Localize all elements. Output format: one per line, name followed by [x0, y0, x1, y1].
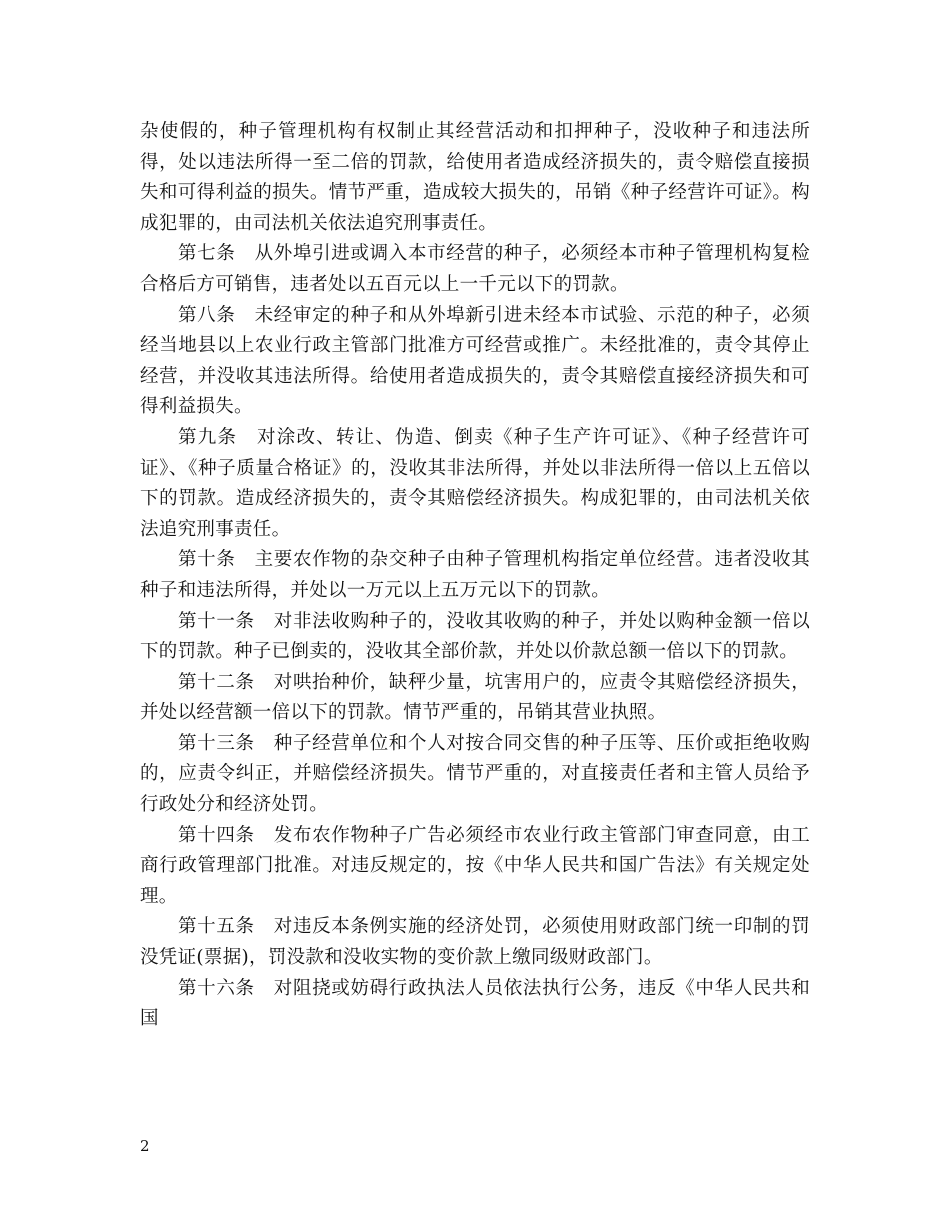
paragraph-article-11: 第十一条 对非法收购种子的，没收其收购的种子，并处以购种金额一倍以下的罚款。种子已倒卖的，没收其全部价款，并处以价款总额一倍以下的罚款。 [140, 610, 810, 663]
document-body [140, 117, 810, 1035]
paragraph-article-10: 第十条 主要农作物的杂交种子由种子管理机构指定单位经营。违者没收其种子和违法所得，并处以一万元以上五万元以下的罚款。 [140, 549, 810, 601]
paragraph-article-12: 第十二条 对哄抬种价，缺秤少量，坑害用户的，应责令其赔偿经济损失，并处以经营额一倍以下的罚款。情节严重的，吊销其营业执照。 [140, 671, 810, 724]
paragraph-article-14: 第十四条 发布农作物种子广告必须经市农业行政主管部门审查同意，由工商行政管理部门批准。对违反规定的，按《中华人民共和国广告法》有关规定处理。 [140, 824, 810, 907]
paragraph-continuation: 杂使假的，种子管理机构有权制止其经营活动和扣押种子，没收种子和违法所得，处以违法所得一至二倍的罚款，给使用者造成经济损失的，责令赔偿直接损失和可得利益的损失。情节严重，造成较大损失的，吊销《种子经营许可证》。构成犯罪的，由司法机关依法追究刑事责任。 [140, 121, 810, 234]
paragraph-article-9: 第九条 对涂改、转让、伪造、倒卖《种子生产许可证》、《种子经营许可证》、《种子质量合格证》的，没收其非法所得，并处以非法所得一倍以上五倍以下的罚款。造成经济损失的，责令其赔偿经济损失。构成犯罪的，由司法机关依法追究刑事责任。 [140, 426, 810, 540]
page-number: 2 [140, 1137, 150, 1155]
paragraph-article-15: 第十五条 对违反本条例实施的经济处罚，必须使用财政部门统一印制的罚没凭证(票据)，罚没款和没收实物的变价款上缴同级财政部门。 [140, 916, 810, 969]
paragraph-article-8: 第八条 未经审定的种子和从外埠新引进未经本市试验、示范的种子，必须经当地县以上农业行政主管部门批准方可经营或推广。未经批准的，责令其停止经营，并没收其违法所得。给使用者造成损失的，责令其赔偿直接经济损失和可得利益损失。 [140, 304, 810, 418]
paragraph-article-7: 第七条 从外埠引进或调入本市经营的种子，必须经本市种子管理机构复检合格后方可销售，违者处以五百元以上一千元以下的罚款。 [140, 243, 810, 295]
paragraph-article-16: 第十六条 对阻挠或妨碍行政执法人员依法执行公务，违反《中华人民共和国 [140, 977, 810, 1030]
paragraph-article-13: 第十三条 种子经营单位和个人对按合同交售的种子压等、压价或拒绝收购的，应责令纠正，并赔偿经济损失。情节严重的，对直接责任者和主管人员给予行政处分和经济处罚。 [140, 732, 810, 816]
